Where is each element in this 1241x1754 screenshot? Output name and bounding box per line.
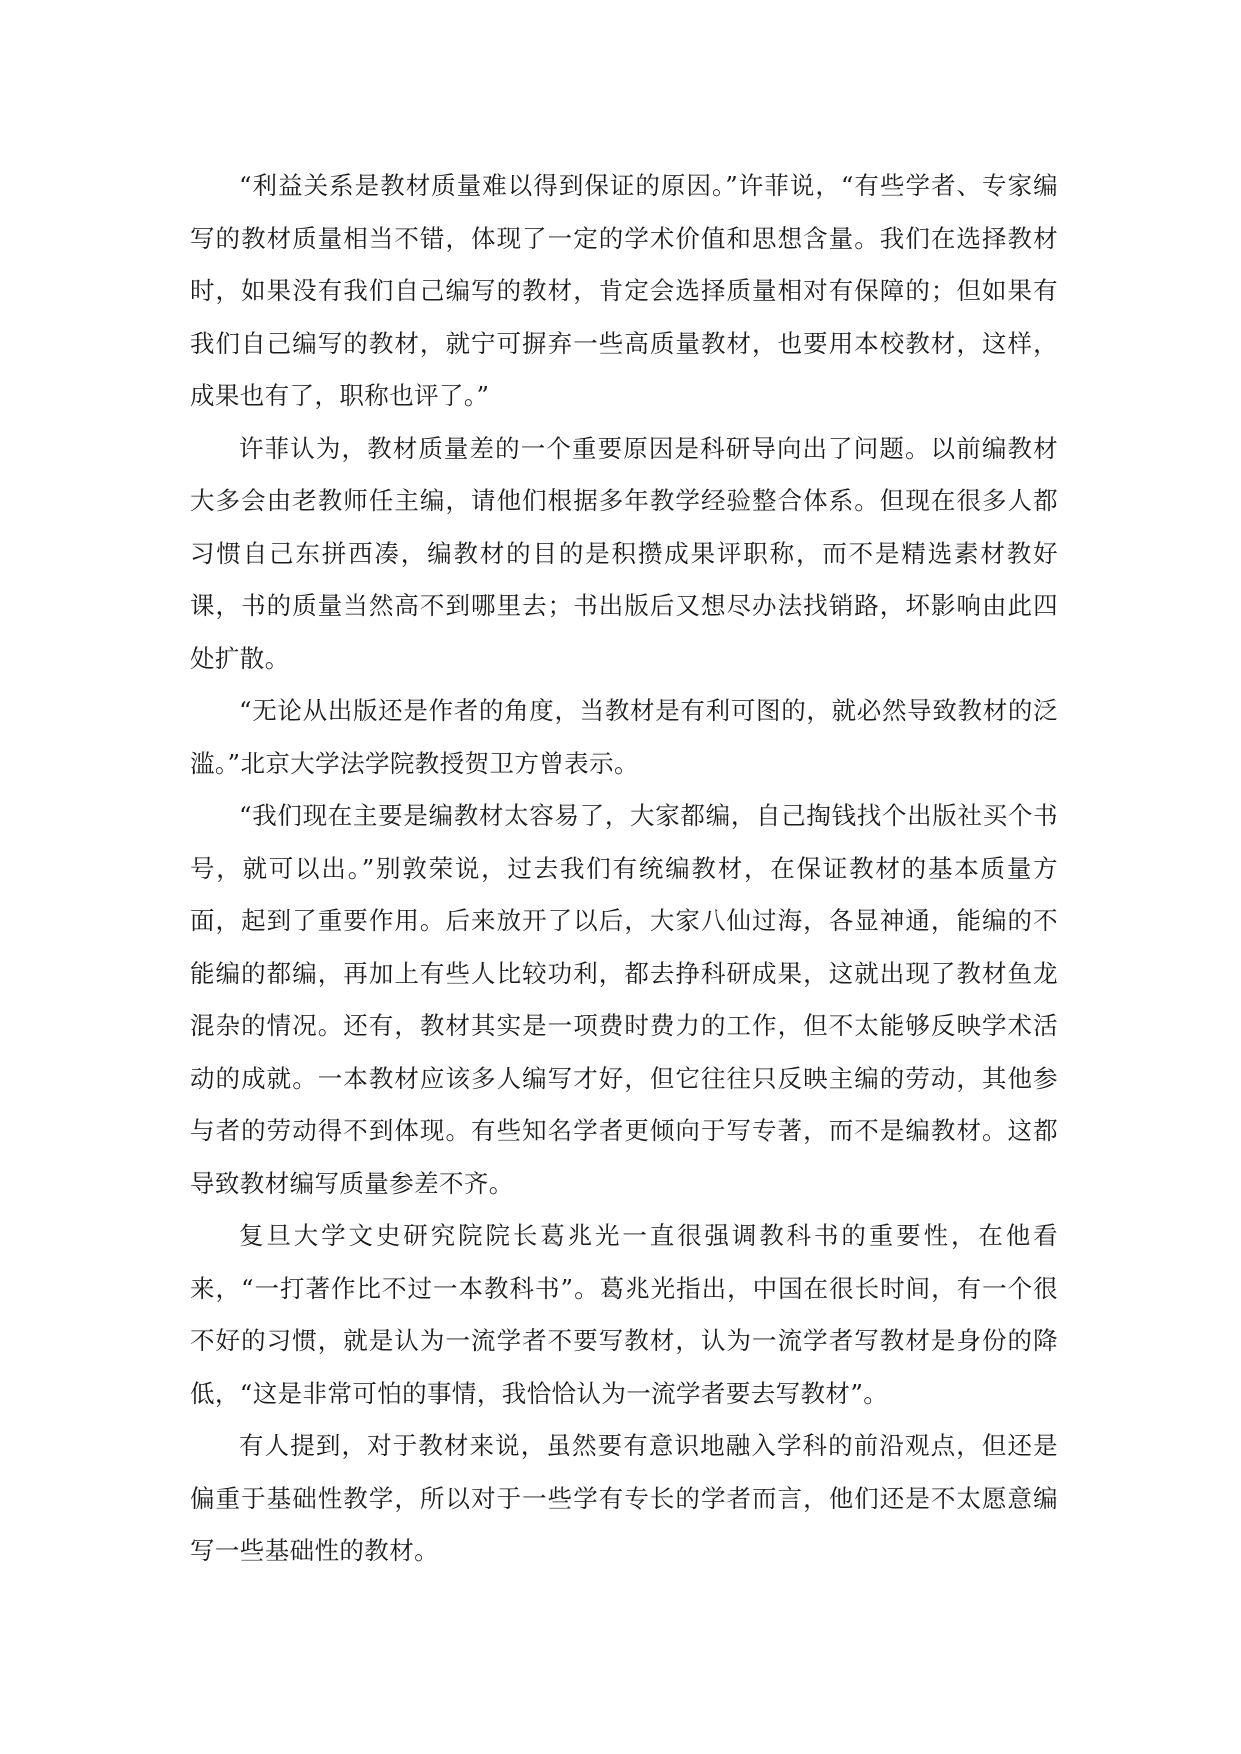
- paragraph-4: “我们现在主要是编教材太容易了，大家都编，自己掏钱找个出版社买个书号，就可以出。”别敦荣说，过去我们有统编教材，在保证教材的基本质量方面，起到了重要作用。后来放开了以后，大家八仙过海，各显神通，能编的不能编的都编，再加上有些人比较功利，都去挣科研成果，这就出现了教材鱼龙混杂的情况。还有，教材其实是一项费时费力的工作，但不太能够反映学术活动的成就。一本教材应该多人编写才好，但它往往只反映主编的劳动，其他参与者的劳动得不到体现。有些知名学者更倾向于写专著，而不是编教材。这都导致教材编写质量参差不齐。: [190, 801, 1058, 1198]
- paragraph-2: 许菲认为，教材质量差的一个重要原因是科研导向出了问题。以前编教材大多会由老教师任主编，请他们根据多年教学经验整合体系。但现在很多人都习惯自己东拼西凑，编教材的目的是积攒成果评职称，而不是精选素材教好课，书的质量当然高不到哪里去；书出版后又想尽办法找销路，坏影响由此四处扩散。: [190, 433, 1058, 673]
- paragraph-3: “无论从出版还是作者的角度，当教材是有利可图的，就必然导致教材的泛滥。”北京大学法学院教授贺卫方曾表示。: [190, 696, 1058, 778]
- document-body: [190, 160, 1058, 1578]
- paragraph-6: 有人提到，对于教材来说，虽然要有意识地融入学科的前沿观点，但还是偏重于基础性教学，所以对于一些学有专长的学者而言，他们还是不太愿意编写一些基础性的教材。: [190, 1431, 1058, 1565]
- paragraph-5: 复旦大学文史研究院院长葛兆光一直很强调教科书的重要性，在他看来，“一打著作比不过一本教科书”。葛兆光指出，中国在很长时间，有一个很不好的习惯，就是认为一流学者不要写教材，认为一流学者写教材是身份的降低，“这是非常可怕的事情，我恰恰认为一流学者要去写教材”。: [190, 1221, 1058, 1408]
- paragraph-1: “利益关系是教材质量难以得到保证的原因。”许菲说，“有些学者、专家编写的教材质量相当不错，体现了一定的学术价值和思想含量。我们在选择教材时，如果没有我们自己编写的教材，肯定会选择质量相对有保障的；但如果有我们自己编写的教材，就宁可摒弃一些高质量教材，也要用本校教材，这样，成果也有了，职称也评了。”: [190, 171, 1059, 410]
